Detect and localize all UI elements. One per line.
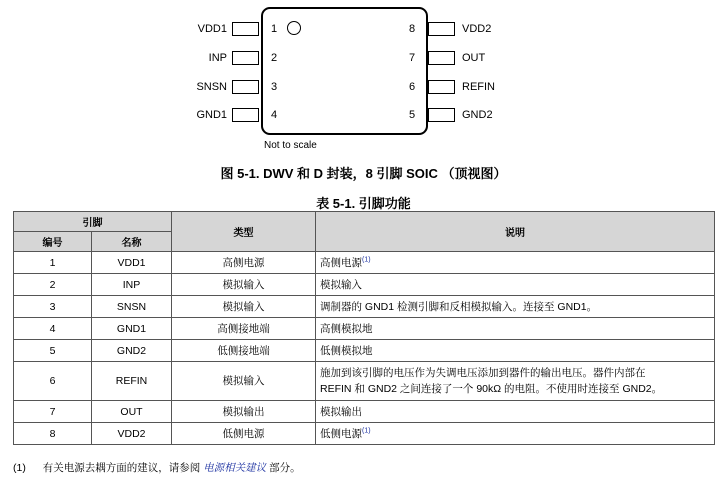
pin-name-vdd2: VDD2 (462, 23, 492, 35)
table-row (14, 274, 715, 296)
pin-lead-1 (232, 22, 259, 36)
table-row (14, 318, 715, 340)
figure-caption: 图 5-1. DWV 和 D 封装，8 引脚 SOIC （顶视图） (220, 166, 507, 181)
cell-type: 高侧电源 (172, 252, 316, 274)
description-line-1: 施加到该引脚的电压作为失调电压添加到器件的输出电压。器件内部在 (320, 367, 646, 379)
table-row (14, 252, 715, 274)
pin-number-7: 7 (408, 52, 416, 64)
cell-description (316, 423, 715, 445)
pin-number-1: 1 (270, 23, 278, 35)
cell-name: SNSN (92, 296, 172, 318)
description-text: 高侧电源 (320, 257, 362, 269)
pin-lead-7 (428, 51, 455, 65)
cell-number: 3 (14, 296, 92, 318)
cell-type: 高侧接地端 (172, 318, 316, 340)
cell-number: 4 (14, 318, 92, 340)
header-pin: 引脚 (14, 212, 172, 232)
pin-name-gnd2: GND2 (462, 109, 493, 121)
pin-name-vdd1: VDD1 (197, 23, 227, 35)
power-supply-recommendations-link[interactable]: 电源相关建议 (203, 462, 267, 474)
cell-type: 低侧电源 (172, 423, 316, 445)
footnote (13, 460, 301, 475)
description-line-2: REFIN 和 GND2 之间连接了一个 90kΩ 的电阻。不使用时连接至 GND2。 (320, 383, 663, 395)
cell-description: 低侧模拟地 (316, 340, 715, 362)
cell-number: 5 (14, 340, 92, 362)
pin-number-6: 6 (408, 81, 416, 93)
scale-note: Not to scale (264, 140, 317, 151)
cell-description: 调制器的 GND1 检测引脚和反相模拟输入。连接至 GND1。 (316, 296, 715, 318)
header-type: 类型 (172, 212, 316, 252)
footnote-ref-link[interactable]: (1) (362, 427, 371, 435)
cell-name: INP (92, 274, 172, 296)
table-row (14, 340, 715, 362)
pin-name-refin: REFIN (462, 81, 495, 93)
cell-description: 模拟输入 (316, 274, 715, 296)
footnote-text-after: 部分。 (269, 462, 301, 474)
pin-lead-2 (232, 51, 259, 65)
pin-lead-6 (428, 80, 455, 94)
cell-number: 6 (14, 362, 92, 401)
cell-name: REFIN (92, 362, 172, 401)
cell-name: GND1 (92, 318, 172, 340)
pin-number-3: 3 (270, 81, 278, 93)
footnote-number: (1) (13, 462, 26, 474)
description-text: 低侧电源 (320, 428, 362, 440)
pin-name-snsn: SNSN (196, 81, 227, 93)
pin1-marker-circle (287, 21, 301, 35)
cell-type: 低侧接地端 (172, 340, 316, 362)
cell-number: 2 (14, 274, 92, 296)
pin-lead-4 (232, 108, 259, 122)
cell-number: 8 (14, 423, 92, 445)
cell-name: OUT (92, 401, 172, 423)
table-row (14, 423, 715, 445)
cell-type: 模拟输入 (172, 362, 316, 401)
cell-name: GND2 (92, 340, 172, 362)
cell-description (316, 252, 715, 274)
pin-lead-8 (428, 22, 455, 36)
pin-number-2: 2 (270, 52, 278, 64)
pin-name-out: OUT (462, 52, 486, 64)
pin-number-8: 8 (408, 23, 416, 35)
header-description: 说明 (316, 212, 715, 252)
pin-lead-5 (428, 108, 455, 122)
cell-number: 7 (14, 401, 92, 423)
pin-number-5: 5 (408, 109, 416, 121)
pin-functions-table (13, 211, 715, 445)
cell-description: 模拟输出 (316, 401, 715, 423)
pin-name-inp: INP (208, 52, 227, 64)
table-row (14, 362, 715, 401)
cell-type: 模拟输入 (172, 296, 316, 318)
cell-description (316, 362, 715, 401)
cell-name: VDD1 (92, 252, 172, 274)
cell-name: VDD2 (92, 423, 172, 445)
pin-number-4: 4 (270, 109, 278, 121)
header-number: 编号 (14, 232, 92, 252)
cell-type: 模拟输入 (172, 274, 316, 296)
cell-description: 高侧模拟地 (316, 318, 715, 340)
footnote-text-before: 有关电源去耦方面的建议，请参阅 (42, 462, 201, 474)
cell-number: 1 (14, 252, 92, 274)
pin-name-gnd1: GND1 (196, 109, 227, 121)
cell-type: 模拟输出 (172, 401, 316, 423)
table-row (14, 401, 715, 423)
table-row (14, 296, 715, 318)
ic-package-body (261, 7, 428, 135)
table-caption: 表 5-1. 引脚功能 (316, 196, 411, 211)
footnote-ref-link[interactable]: (1) (362, 256, 371, 264)
header-name: 名称 (92, 232, 172, 252)
pin-lead-3 (232, 80, 259, 94)
